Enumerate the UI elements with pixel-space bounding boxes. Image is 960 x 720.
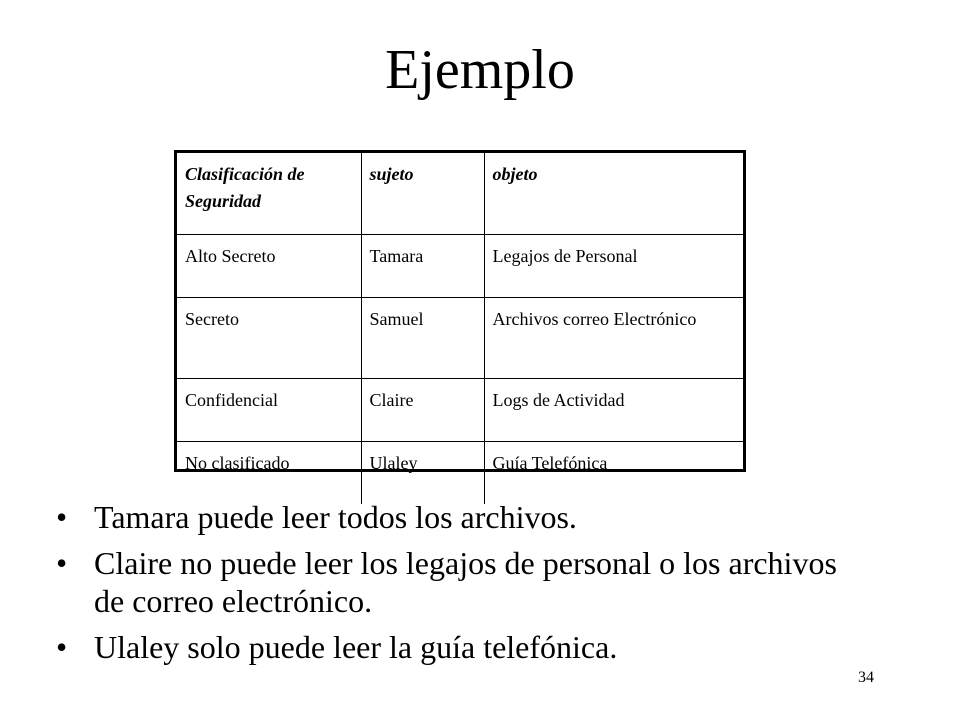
table-row [177, 298, 743, 379]
cell-sujeto: Tamara [361, 235, 484, 298]
cell-clasificacion: Confidencial [177, 379, 361, 442]
bullet-text: Ulaley solo puede leer la guía telefónica. [94, 629, 618, 665]
bullet-dot-icon: • [56, 499, 68, 535]
header-clasificacion: Clasificación de Seguridad [177, 153, 361, 235]
cell-clasificacion: No clasificado [177, 442, 361, 505]
cell-objeto: Legajos de Personal [484, 235, 743, 298]
table-row [177, 442, 743, 505]
cell-objeto: Guía Telefónica [484, 442, 743, 505]
table-row [177, 379, 743, 442]
security-classification-table [174, 150, 746, 472]
cell-clasificacion: Secreto [177, 298, 361, 379]
cell-sujeto: Samuel [361, 298, 484, 379]
cell-sujeto: Claire [361, 379, 484, 442]
table-row [177, 235, 743, 298]
cell-objeto: Archivos correo Electrónico [484, 298, 743, 379]
page-number: 34 [858, 669, 874, 686]
bullet-item [56, 498, 856, 536]
header-objeto: objeto [484, 153, 743, 235]
bullet-text: Tamara puede leer todos los archivos. [94, 499, 577, 535]
bullet-list [56, 498, 856, 674]
bullet-item [56, 544, 856, 620]
bullet-dot-icon: • [56, 545, 68, 581]
table-header-row [177, 153, 743, 235]
bullet-dot-icon: • [56, 629, 68, 665]
cell-clasificacion: Alto Secreto [177, 235, 361, 298]
header-sujeto: sujeto [361, 153, 484, 235]
cell-sujeto: Ulaley [361, 442, 484, 505]
cell-objeto: Logs de Actividad [484, 379, 743, 442]
bullet-item [56, 628, 856, 666]
bullet-text: Claire no puede leer los legajos de personal o los archivos de correo electrónico. [94, 545, 837, 619]
slide-title: Ejemplo [385, 39, 575, 101]
